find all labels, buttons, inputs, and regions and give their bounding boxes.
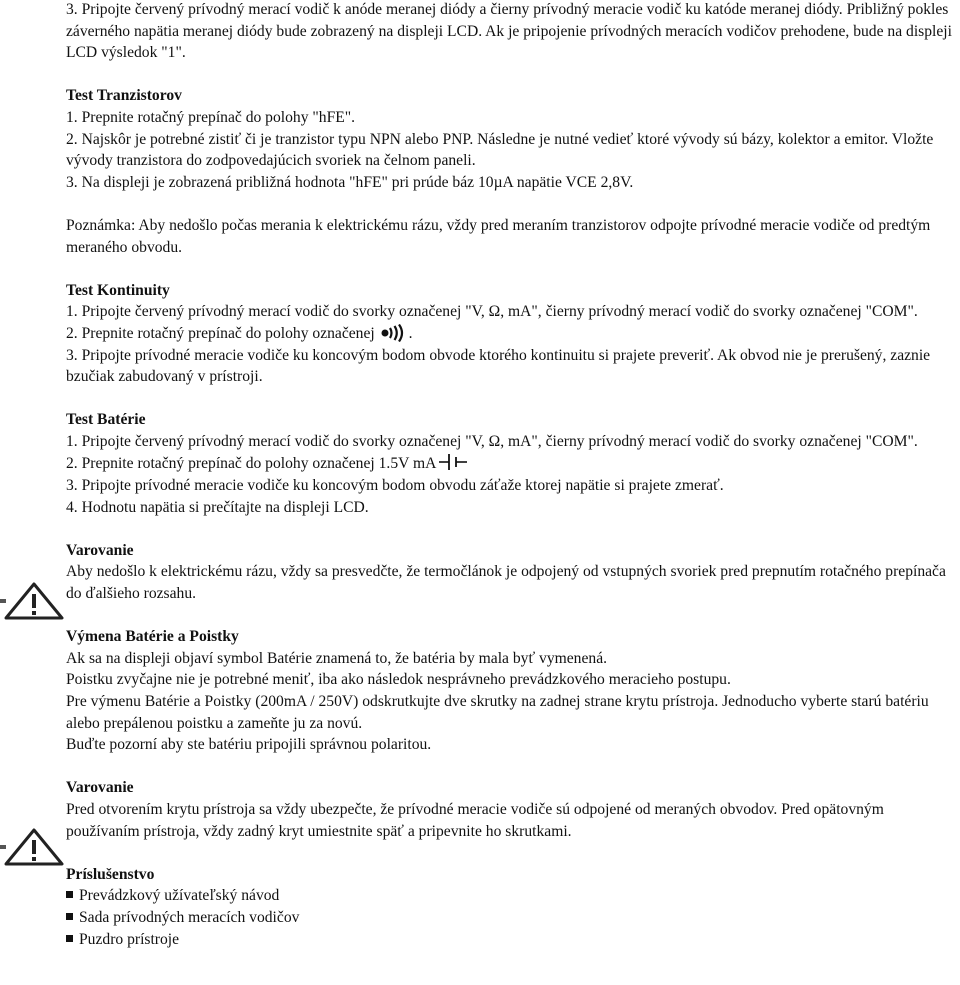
battery-item-1: 1. Pripojte červený prívodný merací vodič do svorky označenej "V, Ω, mA", čierny prívodný merací vodič do svorky označenej "COM". xyxy=(66,432,918,450)
warning-triangle-icon xyxy=(0,827,64,867)
continuity-item-3: 3. Pripojte prívodné meracie vodiče ku koncovým bodom obvode ktorého kontinuitu si prajete preveriť. Ak obvod nie je prerušený, zaznie bzučiak zabudovaný v prístroji. xyxy=(66,346,931,386)
battery-item-2-text: 2. Prepnite rotačný prepínač do polohy označenej 1.5V mA xyxy=(66,455,436,473)
warning-2-heading: Varovanie xyxy=(66,779,134,797)
accessories-item xyxy=(66,907,954,929)
replacement-section xyxy=(66,626,954,756)
replacement-line-3: Pre výmenu Batérie a Poistky (200mA / 250V) odskrutkujte dve skrutky na zadnej strane krytu prístroja. Jednoducho vyberte starú batériu alebo prepálenou poistku a zameňte ju za novú. xyxy=(66,693,929,732)
warning-1-text: Aby nedošlo k elektrickému rázu, vždy sa presvedčte, že termočlánok je odpojený od vstupných svoriek pred prepnutím rotačného prepínača do ďalšieho rozsahu. xyxy=(66,563,946,603)
replacement-line-4: Buďte pozorní aby ste batériu pripojili správnou polaritou. xyxy=(66,736,432,754)
continuity-item-2 xyxy=(66,323,954,345)
battery-item-4: 4. Hodnotu napätia si prečítajte na displeji LCD. xyxy=(66,498,369,516)
continuity-heading: Test Kontinuity xyxy=(66,281,170,299)
battery-symbol-icon xyxy=(439,452,469,472)
continuity-item-1: 1. Pripojte červený prívodný merací vodič do svorky označenej "V, Ω, mA", čierny prívodný merací vodič do svorky označenej "COM". xyxy=(66,303,918,321)
accessories-item-label: Puzdro prístroje xyxy=(79,930,180,948)
battery-section xyxy=(66,409,954,518)
accessories-item-label: Prevádzkový užívateľský návod xyxy=(79,887,280,905)
document-body xyxy=(66,0,954,950)
transistor-heading: Test Tranzistorov xyxy=(66,87,182,105)
transistor-item-3: 3. Na displeji je zobrazená približná hodnota "hFE" pri prúde báz 10µA napätie VCE 2,8V. xyxy=(66,173,634,191)
sound-wave-icon xyxy=(379,324,409,342)
accessories-item-label: Sada prívodných meracích vodičov xyxy=(79,908,300,926)
intro-item-3: 3. Pripojte červený prívodný merací vodič k anóde meranej diódy a čierny prívodný meracie vodič ku katóde meranej diódy. Približný pokles záverného napätia meranej diódy bude zobrazený na displeji LCD. Ak je pripojenie prívodných meracích vodičov prehodene, bude na displeji LCD výsledok "1". xyxy=(66,1,952,62)
accessories-item xyxy=(66,885,954,907)
warning-2-text: Pred otvorením krytu prístroja sa vždy ubezpečte, že prívodné meracie vodiče sú odpojené od meraných obvodov. Pred opätovným používaním prístroja, vždy zadný kryt umiestnite späť a pripevnite ho skrutkami. xyxy=(66,800,884,840)
accessories-section xyxy=(66,864,954,950)
battery-item-2 xyxy=(66,452,954,475)
bullet-icon xyxy=(66,913,73,920)
continuity-item-2-text: 2. Prepnite rotačný prepínač do polohy označenej xyxy=(66,324,375,342)
bullet-icon xyxy=(66,891,73,898)
battery-heading: Test Batérie xyxy=(66,411,146,429)
battery-item-3: 3. Pripojte prívodné meracie vodiče ku koncovým bodom obvodu záťaže ktorej napätie si prajete zmerať. xyxy=(66,477,724,495)
replacement-heading: Výmena Batérie a Poistky xyxy=(66,628,239,646)
replacement-line-1: Ak sa na displeji objaví symbol Batérie znamená to, že batéria by mala byť vymenená. xyxy=(66,649,608,667)
warning-section-1 xyxy=(66,540,954,605)
accessories-item xyxy=(66,929,954,951)
replacement-line-2: Poistku zvyčajne nie je potrebné meniť, iba ako následok nesprávneho prevádzkového meracieho postupu. xyxy=(66,671,731,689)
transistor-item-2: 2. Najskôr je potrebné zistiť či je tranzistor typu NPN alebo PNP. Následne je nutné vedieť ktoré vývody sú bázy, kolektor a emitor. Vložte vývody tranzistora do zodpovedajúcich svoriek na čelnom paneli. xyxy=(66,130,934,170)
continuity-item-2-end: . xyxy=(408,324,413,342)
transistor-item-1: 1. Prepnite rotačný prepínač do polohy "hFE". xyxy=(66,108,356,126)
transistor-section xyxy=(66,85,954,258)
warning-triangle-icon xyxy=(0,581,64,621)
continuity-section xyxy=(66,280,954,388)
bullet-icon xyxy=(66,935,73,942)
transistor-note: Poznámka: Aby nedošlo počas merania k elektrickému rázu, vždy pred meraním tranzistorov odpojte prívodné meracie vodiče od predtým meraného obvodu. xyxy=(66,216,931,256)
accessories-heading: Príslušenstvo xyxy=(66,865,155,883)
warning-section-2 xyxy=(66,777,954,842)
warning-1-heading: Varovanie xyxy=(66,541,134,559)
